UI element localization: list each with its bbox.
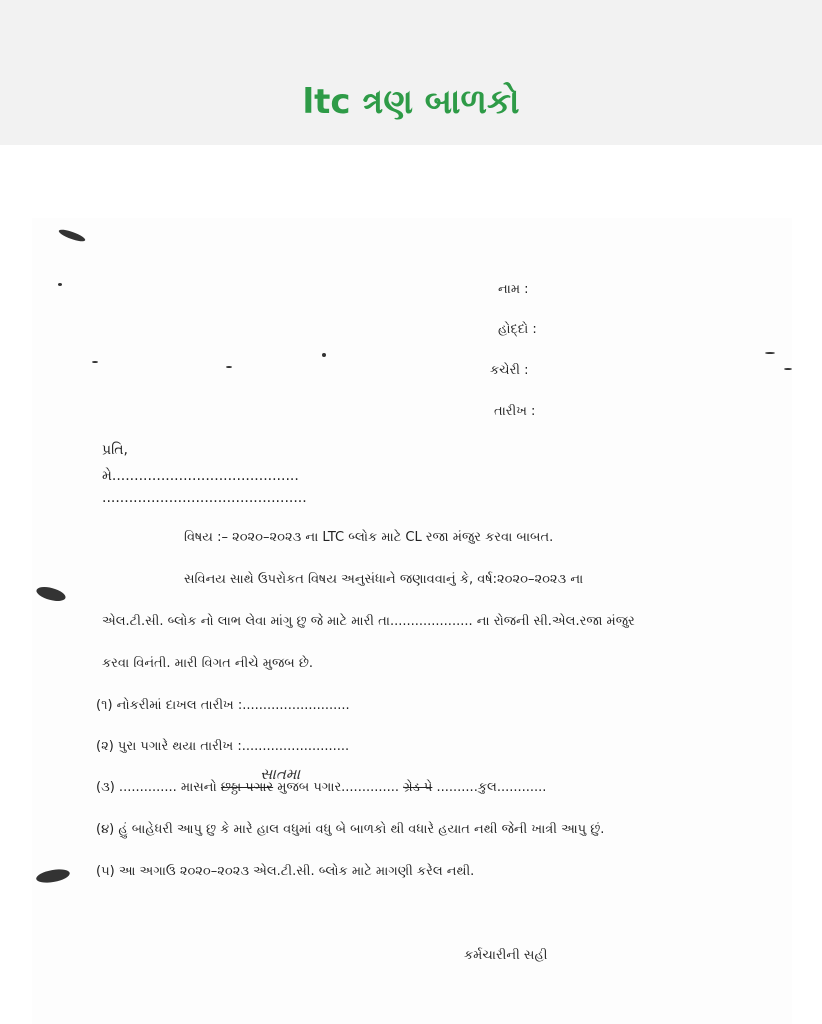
item-pay-scale-end: ..........કુલ............: [436, 780, 547, 795]
body-line-3: કરવા વિનંતી. મારી વિગત નીચે મુજબ છે.: [102, 656, 314, 671]
name-field-label: નામ :: [498, 282, 529, 297]
item-pay-scale: [96, 780, 546, 795]
to-label: પ્રતિ,: [102, 442, 128, 458]
designation-field-label: હોદ્દો :: [498, 322, 537, 337]
scan-smudge: [784, 368, 792, 370]
item-joining-date: (૧) નોકરીમાં દાખલ તારીખ :..........................: [96, 698, 350, 713]
banner-title: ltc ત્રણ બાળકો: [302, 82, 520, 122]
date-field-label: તારીખ :: [494, 404, 536, 419]
to-line-1: મે..........................................: [102, 468, 299, 484]
item-pay-scale-suffix: મુજબ પગાર..............: [277, 780, 400, 795]
scan-smudge: [35, 867, 71, 885]
item-pay-scale-struck-2: ગ્રેડ પે: [403, 780, 433, 795]
scan-smudge: [765, 352, 775, 354]
scan-smudge: [226, 366, 232, 368]
body-line-2: એલ.ટી.સી. બ્લોક નો લાભ લેવા માંગુ છુ જે માટે મારી તા.................... ના રોજની સી.એલ.રજા મંજુર: [102, 614, 635, 629]
scan-smudge: [58, 283, 62, 286]
item-pay-scale-prefix: (૩) .............. માસનો: [96, 780, 217, 795]
scan-smudge: [35, 584, 67, 603]
employee-signature-label: કર્મચારીની સહી: [464, 948, 548, 963]
to-line-2: ..............................................: [102, 490, 307, 506]
item-children-declaration: (૪) હું બાહેધરી આપુ છુ કે મારે હાલ વધુમાં વધુ બે બાળકો થી વધારે હયાત નથી જેની ખાત્રી આપુ છું.: [96, 822, 605, 837]
header-banner: [0, 0, 822, 145]
body-line-1: સવિનય સાથે ઉપરોકત વિષય અનુસંધાને જણાવવાનું કે, વર્ષ:૨૦૨૦–૨૦૨૩ ના: [184, 572, 584, 587]
item-previous-claim: (૫) આ અગાઉ ૨૦૨૦–૨૦૨૩ એલ.ટી.સી. બ્લોક માટે માગણી કરેલ નથી.: [96, 864, 475, 879]
subject-line: વિષય :– ૨૦૨૦–૨૦૨૩ ના LTC બ્લોક માટે CL રજા મંજુર કરવા બાબત.: [184, 530, 554, 545]
item-full-pay-date: (૨) પુરા પગારે થયા તારીખ :..........................: [96, 739, 350, 754]
office-field-label: કચેરી :: [490, 363, 529, 378]
scan-smudge: [92, 361, 98, 363]
scanned-form: [32, 218, 792, 1024]
scan-smudge: [322, 353, 326, 357]
item-pay-scale-struck: છઠ્ઠા પગાર: [220, 780, 274, 795]
scan-smudge: [58, 227, 87, 243]
handwritten-correction: સાતમા: [260, 765, 301, 783]
